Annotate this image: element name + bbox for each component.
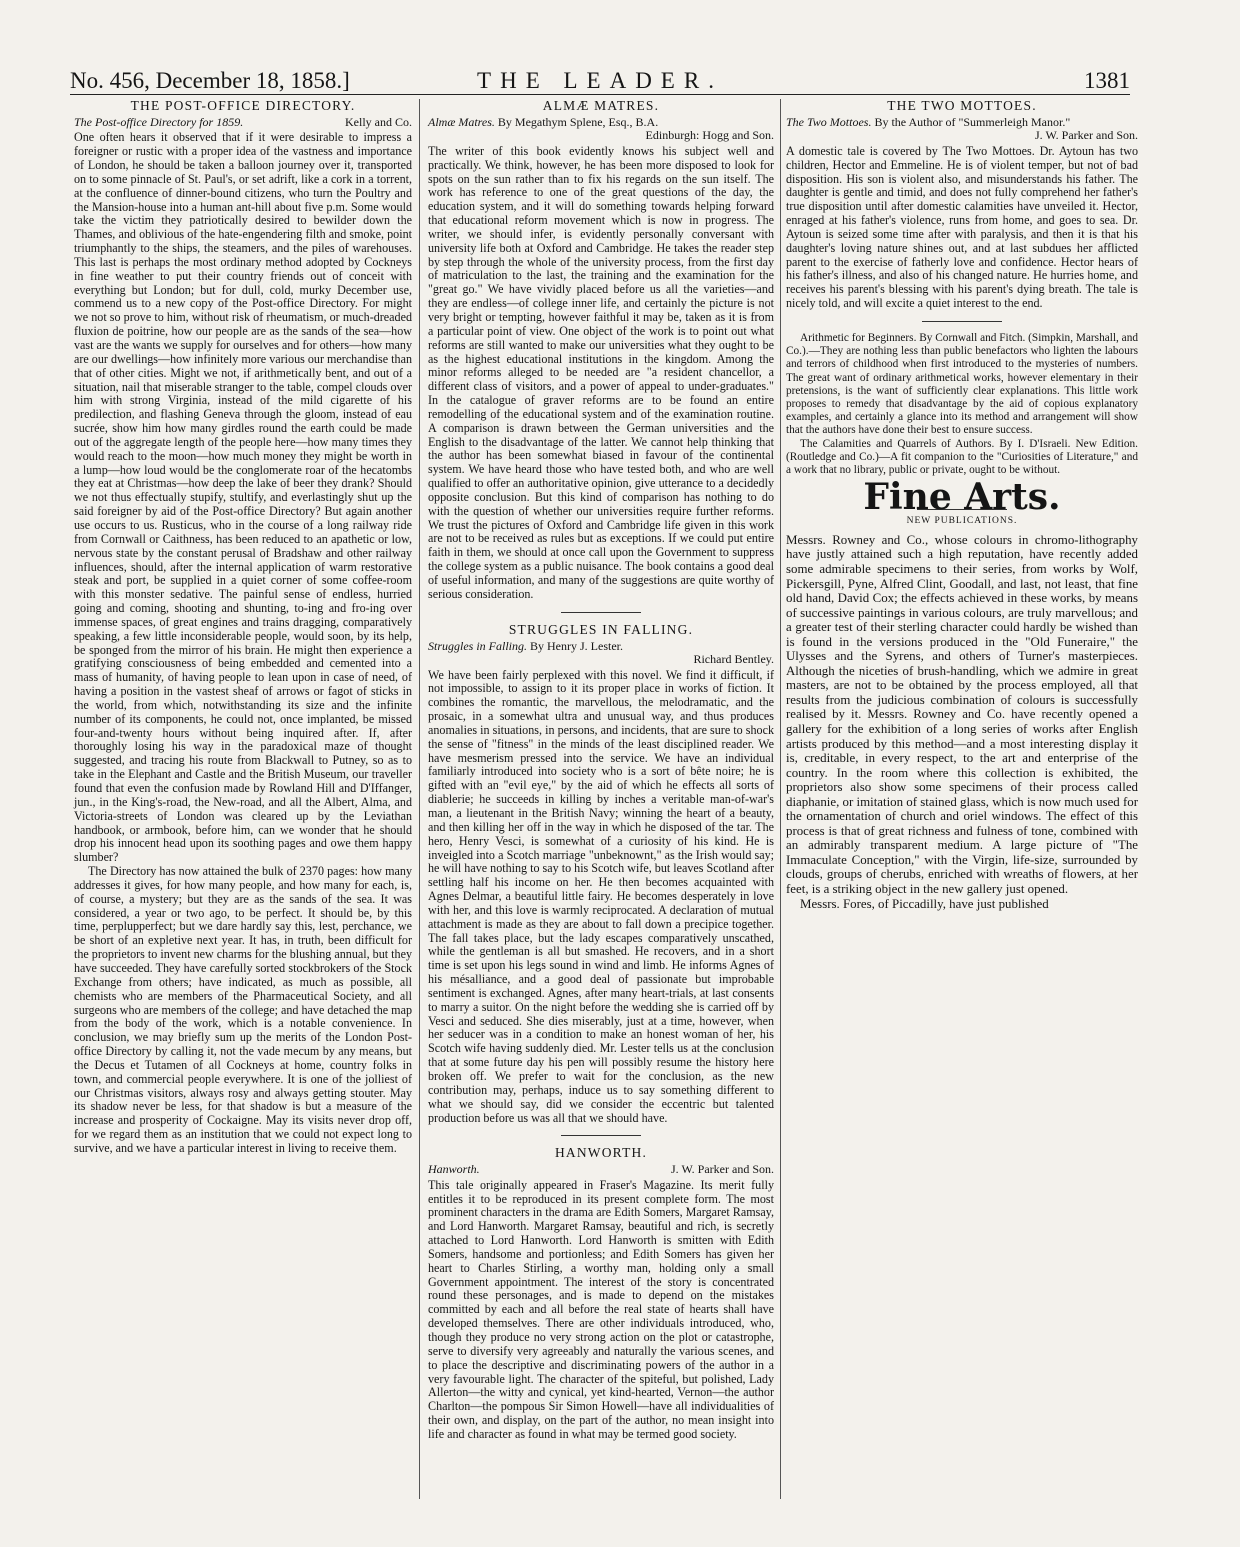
article-paragraph: Messrs. Rowney and Co., whose colours in chromo-lithography have justly attained such a high reputation, have recently added some admirable specimens to their series, from works by Wolf, Pickersgill, Pyne, Alfred Clint, Goodall, and last, not least, that fine old hand, David Cox; the effects achieved in these works, by means of successive paintings in various colours, are truly marvellous; and a greater test of their sterling character could hardly be wished than is found in the versions produced in the "Old Funeraire," the Ulysses and the Syrens, and others of Turner's masterpieces. Although the niceties of brush-handling, which we admire in great masters, are not to be obtained by the process employed, all that results from the judicious combination of colours is successfully realised by it. Messrs. Rowney and Co. have recently opened a gallery for the exhibition of a long series of works after English artists produced by this method—and a most interesting display it is, creditable, in every respect, to the art and enterprise of the country. In the room where this collection is exhibited, the proprietors also show some specimens of their process called diaphanie, or imitation of stained glass, which is now much used for the ornamentation of church and oriel windows. The effect of this process is that of great richness and fulness of tone, combined with an admirably transparent medium. A large picture of "The Immaculate Conception," with the Virgin, life-size, surrounded by clouds, groups of cherubs, enriched with wreaths of flowers, at her feet, is a striking object in the new gallery just opened. xyxy=(786,532,1138,897)
cite-author: By Henry J. Lester. xyxy=(530,638,623,653)
column-3 xyxy=(786,99,1138,911)
issue-line: No. 456, December 18, 1858.] xyxy=(70,68,350,93)
article-heading: ALMÆ MATRES. xyxy=(542,98,660,113)
section-separator xyxy=(561,612,641,613)
article-citation xyxy=(428,640,774,667)
newspaper-title: THE LEADER. xyxy=(477,68,723,93)
cite-publisher: J. W. Parker and Son. xyxy=(1035,128,1138,143)
article-heading: STRUGGLES IN FALLING. xyxy=(508,621,694,637)
cite-publisher: Richard Bentley. xyxy=(693,652,774,667)
cite-title: Almæ Matres. xyxy=(428,114,495,129)
article-heading: THE TWO MOTTOES. xyxy=(887,98,1037,113)
article-paragraph: One often hears it observed that if it were desirable to impress a foreigner or rustic with a proper idea of the vastness and importance of London, he should be taken a balloon journey over it, transported on to some pinnacle of St. Paul's, or set adrift, like a cork in a torrent, at the confluence of dinner-bound citizens, who turn the Poultry and the Mansion-house into a human ant-hill about five p.m. Some would take the victim they patriotically desired to bewilder down the Thames, and oblivious of the hate-engendering filth and smoke, point triumphantly to the ships, the steamers, and the piles of warehouses. This last is perhaps the most ordinary method adopted by Cockneys in fine weather to put their country friends out of conceit with everything but London; but for dull, cold, murky December use, commend us to a new copy of the Post-office Directory. For might we not so prove to him, without risk of rheumatism, or much-dreaded fluxion de poitrine, how our people are as the sands of the sea—how vast are the wants we supply for ourselves and for others—how many are our dwellings—how infinitely more various our merchandise than that of other cities. Might we not, if arithmetically bent, and out of a situation, nail that miserable stranger to the table, compel clouds over him with strong Virginia, instead of the mild cigarette of his predilection, and flashing Geneva through the gloom, instead of eau sucrée, show him how many girdles round the earth could be made out of the aggregate length of the people here—how many times they would reach to the moon—how much money they might be worth in a lump—how loud would be the conglomerate roar of the hecatombs they eat at Christmas—how deep the lake of beer they drank? Should we not thus effectually stupify, stultify, and everlastingly shut up the said foreigner by aid of the Post-office Directory? But again another use occurs to us. Rusticus, who in the course of a long railway ride from Cornwall or Caithness, has been reduced to an apathetic or low, nervous state by the constant perusal of Bradshaw and other railway influences, should, after the internal application of warm restorative steak and port, be supplied in a quiet corner of some coffee-room with this monster sedative. The painful sense of endless, hurried going and coming, shooting and shunting, to-ing and fro-ing over immense spaces, of great engines and trains dragging, comparatively speaking, a few little inconsiderable people, would soon, by its help, be sponged from the mirror of his brain. He might then experience a gratifying consciousness of being embedded and cemented into a mass of humanity, of having people to lean upon in case of need, of having a position in the vastest sheaf of arrows or fagot of sticks in the world, from which, notwithstanding its size and the infinite number of its components, he could not, once implanted, be missed four-and-twenty hours without being inquired after. If, after thoroughly losing his way in the paradoxical maze of thought suggested, and tracing his route from Blackwall to Putney, so as to take in the Elephant and Castle and the British Museum, our traveller found that even the confusion made by Rowland Hill and D'Iffanger, jun., in the King's-road, the New-road, and all the Albert, Alma, and Victoria-streets of London was cleared up by the Leviathan handbook, or armbook, before him, can we wonder that he should drop his innocent head upon its soothing pages and owe them happy slumber? xyxy=(74,130,412,865)
cite-publisher: J. W. Parker and Son. xyxy=(671,1162,774,1177)
section-separator xyxy=(922,321,1002,322)
article-paragraph: A domestic tale is covered by The Two Mottoes. Dr. Aytoun has two children, Hector and Emmeline. He is of violent temper, but not of bad disposition. His son is violent also, and misunderstands his father. The daughter is gentle and timid, and does not fully comprehend her father's true disposition until after domestic calamities have unveiled it. Hector, enraged at his father's violence, runs from home, and goes to sea. Dr. Aytoun is seized some time after with paralysis, and then it is that his daughter's loving nature shines out, and at last subdues her afflicted parent to the exercise of fatherly love and confidence. Hector hears of his father's illness, and also of his changed nature. He hurries home, and receives his parent's blessing with his parent's dying breath. The tale is nicely told, and will excite a quiet interest to the end. xyxy=(786,143,1138,311)
column-divider xyxy=(419,99,420,1499)
article-citation xyxy=(786,116,1138,143)
cite-title: The Two Mottoes. xyxy=(786,114,872,129)
article-paragraph: Messrs. Fores, of Piccadilly, have just published xyxy=(800,896,1049,911)
article-paragraph: This tale originally appeared in Fraser's Magazine. Its merit fully entitles it to be reproduced in its present complete form. The most prominent characters in the drama are Edith Somers, Margaret Ramsay, and Lord Hanworth. Margaret Ramsay, beautiful and rich, is secretly attached to Lord Hanworth. Lord Hanworth is smitten with Edith Somers, handsome and portionless; and Edith Somers has given her heart to Charles Stirling, a worthy man, holding only a small Government appointment. The interest of the story is concentrated round these personages, and is made to depend on the mistakes committed by each and all before the real state of hearts shall have developed themselves. There are other individuals introduced, who, though they produce no very strong action on the plot or catastrophe, serve to diversify very agreeably and naturally the various scenes, and to place the descriptive and discriminating powers of the author in a very favourable light. The character of the spiteful, but polished, Lady Allerton—the witty and cynical, yet kind-hearted, Vernon—the author Charlton—the pompous Sir Simon Howell—have all individualities of their own, and display, on the part of the author, no mean insight into life and character as found in what may be termed good society. xyxy=(428,1177,774,1441)
section-separator xyxy=(561,1135,641,1136)
masthead-rule xyxy=(70,94,1130,95)
masthead xyxy=(70,68,1130,94)
article-citation xyxy=(74,116,412,130)
column-divider xyxy=(780,99,781,1499)
short-notice: The Calamities and Quarrels of Authors. By I. D'Israeli. New Edition. (Routledge and Co.)—A fit companion to the "Curiosities of Literature," and a work that no library, public or private, ought to be without. xyxy=(786,437,1138,476)
cite-author: By Megathym Splene, Esq., B.A. xyxy=(497,114,659,129)
article-paragraph: We have been fairly perplexed with this novel. We find it difficult, if not impossible, to assign to it its proper place in works of fiction. It combines the romantic, the marvellous, the melodramatic, and the prosaic, in a somewhat ultra and unusual way, and thus produces anomalies in situations, in persons, and incidents, that are sure to shock the sense of "fitness" in the minds of the least disciplined reader. We have mesmerism pressed into the service. We have an individual familiarly introduced into society who is a sort of bête noire; he is gifted with an "evil eye," by the aid of which he effects all sorts of diablerie; he succeeds in killing by inches a veritable man-of-war's man, a lieutenant in the British Navy; winning the heart of a beauty, and then killing her off in the way in which he disposed of the tar. The hero, Henry Vesci, is somewhat of a curiosity of his kind. He is inveigled into a Scotch marriage "unbeknownt," as the Irish would say; he will have nothing to say to his Scotch wife, but leaves Scotland after settling half his income on her. He then becomes acquainted with Agnes Delmar, a beautiful little fairy. He becomes desperately in love with her, and this love is warmly reciprocated. A declaration of mutual attachment is made as they are about to fall down a precipice together. The fall takes place, but the lady escapes comparatively unscathed, while the gentleman is all but smashed. He recovers, and in a short time is set upon his legs sound in wind and limb. He informs Agnes of his mésalliance, and a good deal of passionate but improbable sentiment is exchanged. Agnes, after many heart-trials, at last consents to marry a suitor. On the night before the wedding she is carried off by Vesci and seduced. She dies miserably, just at a time, however, when her seducer was in a condition to make an honest woman of her, his Scotch wife having suddenly died. Mr. Lester tells us at the conclusion that at some future day his pen will possibly resume the history here broken off. We prefer to wait for the conclusion, as the new contribution may, perhaps, induce us to say something different to what we should say, did we consider the eccentric but talented production before us was all that we should have. xyxy=(428,667,774,1125)
cite-publisher: Kelly and Co. xyxy=(345,114,412,129)
article-paragraph: The writer of this book evidently knows his subject well and practically. We think, however, he has been more disposed to look for spots on the sun rather than to fix his regards on the sun itself. The work has reference to one of the great questions of the day, the education system, and it will do something towards helping forward that educational reform movement which is now in progress. The writer, we should infer, is evidently personally conversant with university life both at Oxford and Cambridge. He takes the reader step by step through the whole of the university process, from the first day of matriculation to the last, the training and the examination for the "great go." We have vividly placed before us all the varieties—and they are endless—of college inner life, and certainly the picture is not very bright or tempting, however faithful it may be, taken as it is from a particular point of view. One object of the work is to point out what reforms are still wanted to make our universities what they ought to be as the highest educational institutions in the kingdom. Among the minor reforms alleged to be needed are "a resident chancellor, a different class of visitors, and a power of appeal to under-graduates." In the catalogue of graver reforms are to be found an entire remodelling of the educational system and of the examination routine. A comparison is drawn between the German universities and the English to the disadvantage of the latter. We cannot help thinking that the author has been somewhat biased in favour of the continental system. We have heard those who have tested both, and who are well qualified to offer an authoritative opinion, give utterance to a decidedly opposite conclusion. But this kind of comparison has nothing to do with the question of whether our universities require further reforms. We trust the pictures of Oxford and Cambridge life given in this work are not to be received as rules but as exceptions. If we could put entire faith in them, we should at once call upon the Government to suppress the college system as a public nuisance. The book contains a good deal of useful information, and many of the suggestions are quite worthy of serious consideration. xyxy=(428,143,774,601)
short-notice: Arithmetic for Beginners. By Cornwall and Fitch. (Simpkin, Marshall, and Co.).—They are nothing less than public benefactors who lighten the labours and terrors of childhood when first introduced to the mysteries of numbers. The great want of ordinary arithmetical works, however elementary in their pretensions, is the want of sufficiently clear explanations. This little work proposes to remedy that disadvantage by the aid of copious explanatory examples, and certainly a glance into its method and arrangement will show that the authors have done their best to ensure success. xyxy=(786,331,1138,437)
fine-arts-heading: Fine Arts. xyxy=(863,476,1061,519)
article-heading: THE POST-OFFICE DIRECTORY. xyxy=(130,98,356,113)
column-2 xyxy=(428,99,774,1442)
page-number: 1381 xyxy=(1084,68,1130,93)
cite-publisher: Edinburgh: Hogg and Son. xyxy=(645,128,774,143)
cite-author: By the Author of "Summerleigh Manor." xyxy=(874,114,1071,129)
cite-title: Hanworth. xyxy=(428,1162,480,1177)
cite-title: The Post-office Directory for 1859. xyxy=(74,114,244,129)
article-citation xyxy=(428,116,774,143)
cite-title: Struggles in Falling. xyxy=(428,638,527,653)
article-citation xyxy=(428,1163,774,1177)
fine-arts-subheading: NEW PUBLICATIONS. xyxy=(906,516,1018,527)
article-paragraph: The Directory has now attained the bulk of 2370 pages: how many addresses it gives, for how many people, and how many for each, is, of course, a mystery; but they are as the sands of the sea. It was considered, a year or two ago, to be perfect. It should be, by this time, perplupperfect; but we dare hardly say this, lest, perchance, we be short of an expletive next year. It has, in truth, been difficult for the proprietors to invent new charms for the blushing annual, but they have succeeded. They have carefully sorted stockbrokers of the Stock Exchange from others; have indicated, as much as possible, all chemists who are members of the Pharmaceutical Society, and all surgeons who are members of the college; and have detached the map from the body of the work, which is a notable convenience. In conclusion, we may briefly sum up the merits of the London Post-office Directory by calling it, not the vade mecum by any means, but the Decus et Tutamen of all Cockneys at home, country folks in town, and commercial people everywhere. It is one of the jolliest of our Christmas visitors, always rosy and always getting stouter. May its shadow never be less, for that shadow is but a measure of the increase and prosperity of Cockaigne. May its visits never drop off, for we regard them as an institution that we could not expect long to survive, and we have a particular interest in living to receive them. xyxy=(74,864,412,1155)
article-heading: HANWORTH. xyxy=(554,1145,648,1161)
column-1 xyxy=(74,99,412,1156)
